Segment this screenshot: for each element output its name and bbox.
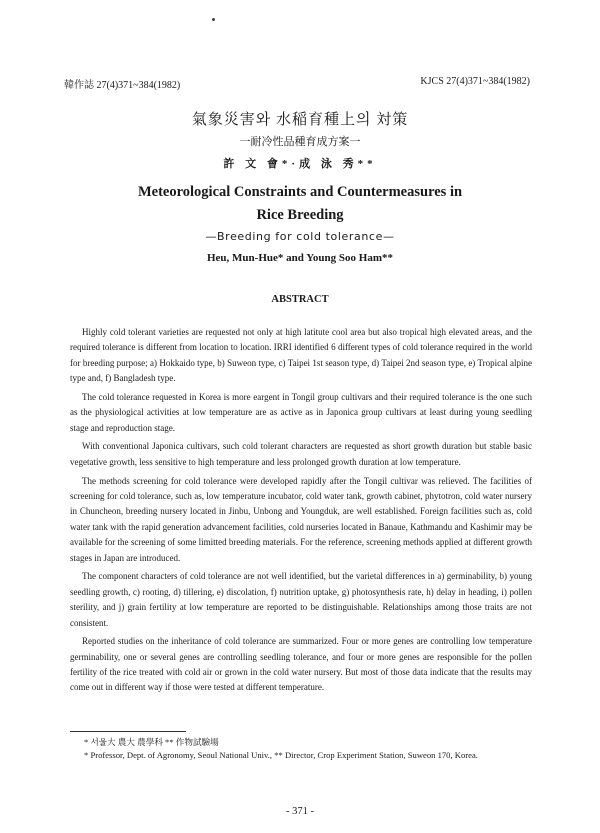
subtitle-korean: 一耐冷性品種育成方案一: [239, 136, 361, 148]
title-english-line1: Meteorological Constraints and Countermeasures in: [137, 184, 463, 200]
journal-header-en: KJCS 27(4)371~384(1982): [420, 76, 530, 87]
abstract-paragraph-5: The component characters of cold tolerance are not well identified, but the varietal differences in a) germinability, b) young seedling growth, c) rooting, d) tillering, e) discolation, f) nutrition uptake, g) photosynthesis rate, h) delay in heading, i) pollen sterility, and j) grain fertility at low temperature are reported to be distinguishable. Relationships among those traits are not consistent.: [70, 571, 532, 628]
footnote-divider: [70, 731, 186, 732]
abstract-body: [70, 325, 532, 699]
abstract-heading: ABSTRACT: [271, 294, 329, 305]
footnote-korean: * 서울大 農大 農學科 ** 作物試驗場: [84, 737, 219, 747]
journal-header-kr: 韓作誌 27(4)371~384(1982): [64, 80, 181, 91]
subtitle-english: —Breeding for cold tolerance—: [205, 230, 395, 243]
footnote-english: * Professor, Dept. of Agronomy, Seoul National Univ., ** Director, Crop Experiment Station, Suweon 170, Korea.: [84, 750, 478, 760]
abstract-paragraph-1: Highly cold tolerant varieties are requested not only at high latitute cool area but also tropical high elevated areas, and the required tolerance is different from location to location. IRRI identified 6 different types of cold tolerance required in the world for breeding purpose; a) Hokkaido type, b) Suweon type, c) Taipei 1st season type, d) Taipei 2nd season type, e) Tropical alpine type and, f) Bangladesh type.: [70, 327, 532, 384]
abstract-paragraph-6: Reported studies on the inheritance of cold tolerance are summarized. Four or more genes are controlling low temperature germinability, one or several genes are controlling seedling tolerance, and four or more genes are responsible for the pollen fertility of the rice treated with cold air or grown in the cold water nursery. But most of those data indicate that the results may come out in different way if those were tested at different temperature.: [70, 636, 532, 693]
authors-korean: 許 文 會*·成 泳 秀**: [223, 158, 377, 170]
abstract-paragraph-3: With conventional Japonica cultivars, such cold tolerant characters are requested as short growth duration but stable basic vegetative growth, less sensitive to high temperature and less prolonged growth duration at low temperature.: [70, 441, 532, 467]
authors-english: Heu, Mun-Hue* and Young Soo Ham**: [206, 252, 394, 264]
title-english-line2: Rice Breeding: [256, 207, 344, 223]
title-english: [0, 181, 600, 227]
title-korean: 氣象災害와 水稲育種上의 対策: [191, 112, 409, 128]
scan-speck: [212, 18, 215, 21]
page-number: - 371 -: [286, 806, 314, 817]
abstract-paragraph-2: The cold tolerance requested in Korea is more eargent in Tongil group cultivars and their required tolerance is the one such as the physiological activities at low temperature are as active as in Japonica group cultivars at least during young seedling stage and reproduction stage.: [70, 391, 532, 433]
abstract-paragraph-4: The methods screening for cold tolerance were developed rapidly after the Tongil cultivar was relieved. The facilities of screening for cold tolerance, such as, low temperature incubator, cold water tank, growth cabinet, phytotron, cold water nursery in Chuncheon, breeding nursery located in Jinbu, Unbong and Youngduk, are well established. Foreign facilities such as, cold water tank with the rapid generation advancement facilities, cold nurseries located in Banaue, Kathmandu and Kashimir may be available for the screening of some limitted breeding materials. For the reference, screening methods applied at different growth stages in Japan are introduced.: [70, 475, 532, 563]
